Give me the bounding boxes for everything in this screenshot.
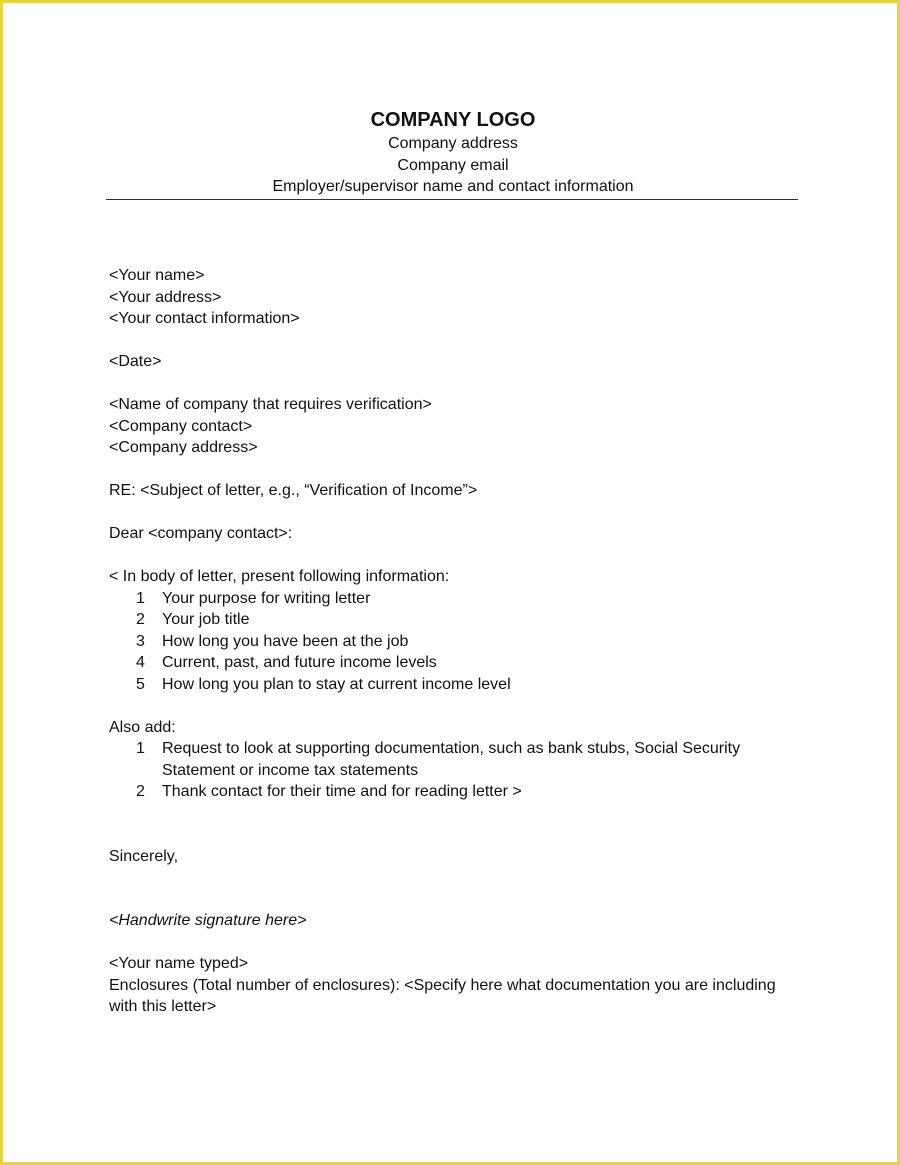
spacer <box>109 695 799 717</box>
list-item-text: How long you have been at the job <box>162 632 409 650</box>
list-item-number: 2 <box>136 611 145 628</box>
sender-address: <Your address> <box>109 288 222 306</box>
list-item <box>109 631 799 653</box>
spacer <box>109 459 799 481</box>
spacer <box>109 932 799 954</box>
list-item <box>109 674 799 696</box>
spacer <box>109 502 799 524</box>
list-item-text: Request to look at supporting documentation, such as bank stubs, Social Security Statement or income tax statements <box>162 740 741 779</box>
letter-body <box>109 265 799 1018</box>
body-info-list <box>109 588 799 696</box>
list-item <box>109 781 799 803</box>
sender-contact: <Your contact information> <box>109 310 300 327</box>
list-item <box>109 738 799 781</box>
recipient-contact: <Company contact> <box>109 417 253 435</box>
list-item-number: 5 <box>136 675 145 693</box>
header-divider <box>106 199 798 200</box>
spacer <box>109 373 799 395</box>
list-item-text: Thank contact for their time and for reading letter > <box>162 783 522 800</box>
spacer <box>109 545 799 567</box>
enclosures-line: Enclosures (Total number of enclosures): <Specify here what documentation you are including with this letter> <box>109 976 776 1015</box>
employer-contact: Employer/supervisor name and contact information <box>272 178 634 195</box>
list-item-text: Current, past, and future income levels <box>162 654 437 671</box>
letterhead <box>103 107 803 198</box>
signature-placeholder: <Handwrite signature here> <box>109 912 307 929</box>
list-item-text: Your purpose for writing letter <box>162 589 371 607</box>
list-item-number: 3 <box>136 632 145 650</box>
closing: Sincerely, <box>109 847 179 865</box>
list-item-text: How long you plan to stay at current income level <box>162 675 511 693</box>
subject-line: RE: <Subject of letter, e.g., “Verification of Income”> <box>109 482 478 499</box>
spacer <box>109 803 799 846</box>
recipient-company: <Name of company that requires verification> <box>109 396 432 413</box>
list-item-number: 1 <box>136 740 145 757</box>
list-item <box>109 652 799 674</box>
list-item <box>109 609 799 631</box>
recipient-address: <Company address> <box>109 439 258 456</box>
spacer <box>109 330 799 352</box>
body-intro: < In body of letter, present following information: <box>109 568 450 585</box>
also-add-list <box>109 738 799 803</box>
list-item-text: Your job title <box>162 611 250 628</box>
salutation: Dear <company contact>: <box>109 525 293 542</box>
sender-name: <Your name> <box>109 267 205 284</box>
list-item-number: 2 <box>136 783 145 800</box>
spacer <box>109 867 799 910</box>
company-email: Company email <box>397 156 509 174</box>
typed-name: <Your name typed> <box>109 955 249 972</box>
list-item <box>109 588 799 610</box>
company-address: Company address <box>388 135 518 152</box>
list-item-number: 1 <box>136 589 145 607</box>
company-logo-text: COMPANY LOGO <box>370 109 536 131</box>
also-add-heading: Also add: <box>109 718 176 736</box>
letter-date: <Date> <box>109 353 162 370</box>
list-item-number: 4 <box>136 654 145 671</box>
